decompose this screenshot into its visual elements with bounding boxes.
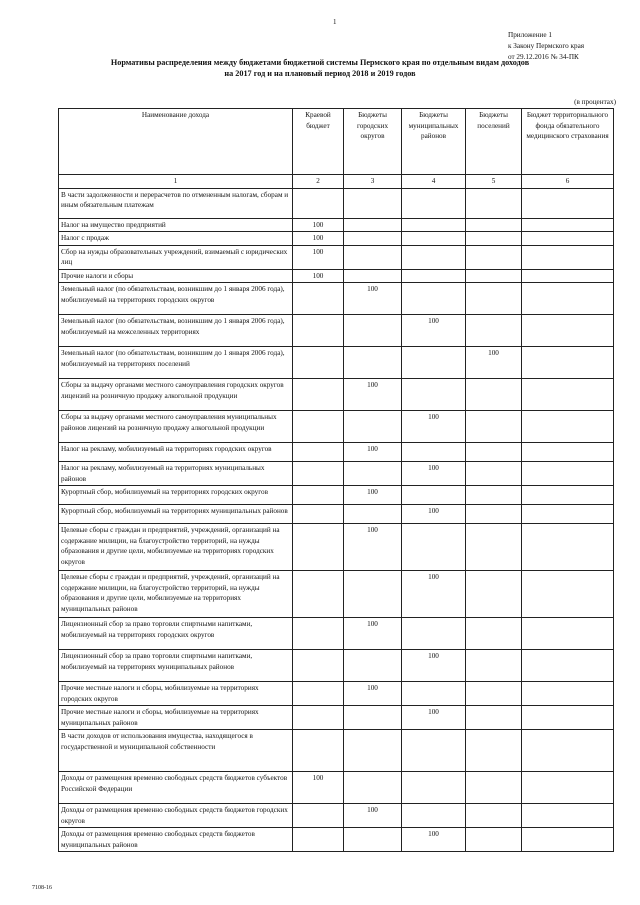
rate-cell: 100 — [344, 379, 402, 411]
table-row — [59, 524, 614, 571]
income-name-cell: Прочие налоги и сборы — [59, 269, 293, 283]
rate-cell — [522, 188, 614, 218]
rate-cell — [522, 505, 614, 524]
income-name-cell: Налог на рекламу, мобилизуемый на территориях городских округов — [59, 443, 293, 462]
rate-cell — [293, 618, 344, 650]
table-row — [59, 347, 614, 379]
rate-cell — [402, 283, 466, 315]
rate-cell: 100 — [402, 315, 466, 347]
income-name-cell: Лицензионный сбор за право торговли спиртными напитками, мобилизуемый на территориях городских округов — [59, 618, 293, 650]
appendix-line-3: от 29.12.2016 № 34-ПК — [508, 53, 579, 61]
rate-cell — [466, 828, 522, 852]
rate-cell — [293, 828, 344, 852]
income-name-cell: Курортный сбор, мобилизуемый на территориях муниципальных районов — [59, 505, 293, 524]
rate-cell — [522, 347, 614, 379]
income-name-cell: Целевые сборы с граждан и предприятий, учреждений, организаций на содержание милиции, на благоустройство территорий, на нужды образования и другие цели, мобилизуемые на территориях муниципальных районов — [59, 571, 293, 618]
rate-cell — [402, 232, 466, 246]
title-line-1: Нормативы распределения между бюджетами бюджетной системы Пермского края по отдельным видам доходов — [110, 58, 530, 67]
rate-cell — [402, 269, 466, 283]
rate-cell — [293, 462, 344, 486]
page-number: 1 — [333, 18, 337, 26]
rate-cell — [293, 571, 344, 618]
rate-cell — [344, 505, 402, 524]
income-name-cell: Сборы за выдачу органами местного самоуправления муниципальных районов лицензий на розничную продажу алкогольной продукции — [59, 411, 293, 443]
rate-cell — [344, 315, 402, 347]
rate-cell: 100 — [344, 524, 402, 571]
table-row — [59, 804, 614, 828]
rate-cell — [522, 828, 614, 852]
rate-cell: 100 — [293, 772, 344, 804]
rate-cell: 100 — [466, 347, 522, 379]
header-medical-fund: Бюджет территориального фонда обязательного медицинского страхования — [522, 109, 614, 175]
rate-cell — [293, 706, 344, 730]
rate-cell — [522, 618, 614, 650]
income-name-cell: Прочие местные налоги и сборы, мобилизуемые на территориях городских округов — [59, 682, 293, 706]
title-line-2: на 2017 год и на плановый период 2018 и 2019 годов — [224, 69, 416, 78]
income-name-cell: Целевые сборы с граждан и предприятий, учреждений, организаций на содержание милиции, на благоустройство территорий, на нужды образования и другие цели, мобилизуемые на территориях городских округов — [59, 524, 293, 571]
rate-cell — [344, 188, 402, 218]
rate-cell — [402, 618, 466, 650]
rate-cell — [344, 232, 402, 246]
rate-cell — [466, 706, 522, 730]
header-municipal-districts: Бюджеты муниципальных районов — [402, 109, 466, 175]
rate-cell: 100 — [293, 245, 344, 269]
appendix-line-1: Приложение 1 — [508, 31, 552, 39]
rate-cell — [466, 804, 522, 828]
column-number: 3 — [344, 175, 402, 189]
footer-code: 7108-16 — [32, 885, 52, 891]
rate-cell: 100 — [402, 571, 466, 618]
rate-cell — [402, 245, 466, 269]
column-number: 2 — [293, 175, 344, 189]
income-name-cell: Прочие местные налоги и сборы, мобилизуемые на территориях муниципальных районов — [59, 706, 293, 730]
table-row — [59, 772, 614, 804]
rate-cell — [293, 682, 344, 706]
rate-cell — [402, 804, 466, 828]
rate-cell — [466, 379, 522, 411]
appendix-line-2: к Закону Пермского края — [508, 42, 585, 50]
rate-cell — [293, 650, 344, 682]
column-number: 5 — [466, 175, 522, 189]
income-name-cell: Налог с продаж — [59, 232, 293, 246]
table-row — [59, 443, 614, 462]
rate-cell — [402, 772, 466, 804]
income-name-cell: В части задолженности и перерасчетов по отмененным налогам, сборам и иным обязательным платежам — [59, 188, 293, 218]
rate-cell: 100 — [344, 486, 402, 505]
rate-cell: 100 — [402, 650, 466, 682]
header-row — [59, 109, 614, 175]
rate-cell — [522, 486, 614, 505]
rate-cell — [466, 486, 522, 505]
income-name-cell: Земельный налог (по обязательствам, возникшим до 1 января 2006 года), мобилизуемый на территориях поселений — [59, 347, 293, 379]
rate-cell — [402, 524, 466, 571]
rate-cell — [293, 486, 344, 505]
rate-cell — [402, 730, 466, 772]
rate-cell — [466, 411, 522, 443]
rate-cell — [293, 315, 344, 347]
rate-cell — [522, 650, 614, 682]
table-row — [59, 505, 614, 524]
rate-cell — [344, 650, 402, 682]
rate-cell — [402, 188, 466, 218]
rate-cell — [293, 283, 344, 315]
rate-cell: 100 — [293, 269, 344, 283]
rate-cell — [466, 462, 522, 486]
income-name-cell: Сборы за выдачу органами местного самоуправления городских округов лицензий на розничную продажу алкогольной продукции — [59, 379, 293, 411]
table-row — [59, 269, 614, 283]
rate-cell — [466, 245, 522, 269]
rate-cell — [293, 411, 344, 443]
rate-cell — [522, 804, 614, 828]
rate-cell: 100 — [344, 618, 402, 650]
table-row — [59, 571, 614, 618]
column-number: 4 — [402, 175, 466, 189]
rate-cell — [402, 347, 466, 379]
rate-cell — [344, 571, 402, 618]
table-row — [59, 379, 614, 411]
rate-cell: 100 — [402, 411, 466, 443]
rate-cell — [466, 443, 522, 462]
rate-cell — [466, 315, 522, 347]
income-name-cell: Сбор на нужды образовательных учреждений, взимаемый с юридических лиц — [59, 245, 293, 269]
rate-cell — [344, 772, 402, 804]
rate-cell — [522, 232, 614, 246]
rate-cell — [466, 232, 522, 246]
rate-cell — [344, 706, 402, 730]
rate-cell — [293, 505, 344, 524]
income-name-cell: Налог на имущество предприятий — [59, 218, 293, 232]
rate-cell — [344, 269, 402, 283]
rate-cell: 100 — [402, 706, 466, 730]
column-number: 6 — [522, 175, 614, 189]
units-note: (в процентах) — [574, 98, 616, 106]
rate-cell — [522, 772, 614, 804]
rate-cell — [522, 706, 614, 730]
income-name-cell: В части доходов от использования имущества, находящегося в государственной и муниципальной собственности — [59, 730, 293, 772]
rate-cell — [293, 804, 344, 828]
rate-cell — [522, 283, 614, 315]
rate-cell: 100 — [344, 682, 402, 706]
rate-cell — [344, 411, 402, 443]
rate-cell — [344, 462, 402, 486]
document-title — [60, 57, 580, 79]
table-row — [59, 188, 614, 218]
rate-cell — [522, 411, 614, 443]
rate-cell — [522, 571, 614, 618]
rate-cell — [466, 218, 522, 232]
rate-cell — [402, 379, 466, 411]
income-name-cell: Земельный налог (по обязательствам, возникшим до 1 января 2006 года), мобилизуемый на территориях городских округов — [59, 283, 293, 315]
rate-cell — [344, 245, 402, 269]
rate-cell — [402, 486, 466, 505]
table-row — [59, 218, 614, 232]
rate-cell — [466, 730, 522, 772]
income-name-cell: Доходы от размещения временно свободных средств бюджетов муниципальных районов — [59, 828, 293, 852]
table-row — [59, 245, 614, 269]
rate-cell: 100 — [402, 462, 466, 486]
rate-cell — [344, 218, 402, 232]
rate-cell — [522, 524, 614, 571]
rate-cell — [466, 772, 522, 804]
rate-cell — [402, 682, 466, 706]
rate-cell — [293, 524, 344, 571]
rate-cell — [466, 650, 522, 682]
rate-cell — [522, 218, 614, 232]
rate-cell — [522, 730, 614, 772]
rate-cell: 100 — [344, 804, 402, 828]
rate-cell — [522, 379, 614, 411]
rate-cell — [522, 682, 614, 706]
rate-cell: 100 — [402, 505, 466, 524]
table-row — [59, 682, 614, 706]
table-row — [59, 828, 614, 852]
rate-cell: 100 — [344, 283, 402, 315]
column-number-row — [59, 175, 614, 189]
rate-cell — [522, 245, 614, 269]
rate-cell — [522, 443, 614, 462]
rate-cell: 100 — [344, 443, 402, 462]
rate-cell — [466, 188, 522, 218]
rate-cell: 100 — [293, 218, 344, 232]
rate-cell: 100 — [293, 232, 344, 246]
table-row — [59, 706, 614, 730]
table-row — [59, 411, 614, 443]
table-row — [59, 486, 614, 505]
rate-cell — [293, 730, 344, 772]
rate-cell — [402, 218, 466, 232]
income-name-cell: Доходы от размещения временно свободных средств бюджетов городских округов — [59, 804, 293, 828]
rate-cell — [466, 524, 522, 571]
header-settlements: Бюджеты поселений — [466, 109, 522, 175]
header-city-districts: Бюджеты городских округов — [344, 109, 402, 175]
rate-cell: 100 — [402, 828, 466, 852]
rate-cell — [293, 379, 344, 411]
column-number: 1 — [59, 175, 293, 189]
rate-cell — [293, 188, 344, 218]
rate-cell — [344, 828, 402, 852]
income-name-cell: Курортный сбор, мобилизуемый на территориях городских округов — [59, 486, 293, 505]
rate-cell — [344, 347, 402, 379]
table-row — [59, 730, 614, 772]
table-row — [59, 650, 614, 682]
rate-cell — [522, 462, 614, 486]
rate-cell — [293, 347, 344, 379]
header-income-name: Наименование дохода — [59, 109, 293, 175]
rate-cell — [402, 443, 466, 462]
table-row — [59, 232, 614, 246]
income-name-cell: Лицензионный сбор за право торговли спиртными напитками, мобилизуемый на территориях муниципальных районов — [59, 650, 293, 682]
table-row — [59, 315, 614, 347]
income-name-cell: Земельный налог (по обязательствам, возникшим до 1 января 2006 года), мобилизуемый на межселенных территориях — [59, 315, 293, 347]
header-regional-budget: Краевой бюджет — [293, 109, 344, 175]
rate-cell — [466, 682, 522, 706]
income-name-cell: Налог на рекламу, мобилизуемый на территориях муниципальных районов — [59, 462, 293, 486]
income-name-cell: Доходы от размещения временно свободных средств бюджетов субъектов Российской Федерации — [59, 772, 293, 804]
rate-cell — [293, 443, 344, 462]
rate-cell — [344, 730, 402, 772]
rate-cell — [522, 269, 614, 283]
rate-cell — [522, 315, 614, 347]
rate-cell — [466, 571, 522, 618]
norms-table — [58, 108, 614, 852]
rate-cell — [466, 283, 522, 315]
table-row — [59, 283, 614, 315]
table-row — [59, 462, 614, 486]
table-row — [59, 618, 614, 650]
rate-cell — [466, 618, 522, 650]
rate-cell — [466, 269, 522, 283]
rate-cell — [466, 505, 522, 524]
